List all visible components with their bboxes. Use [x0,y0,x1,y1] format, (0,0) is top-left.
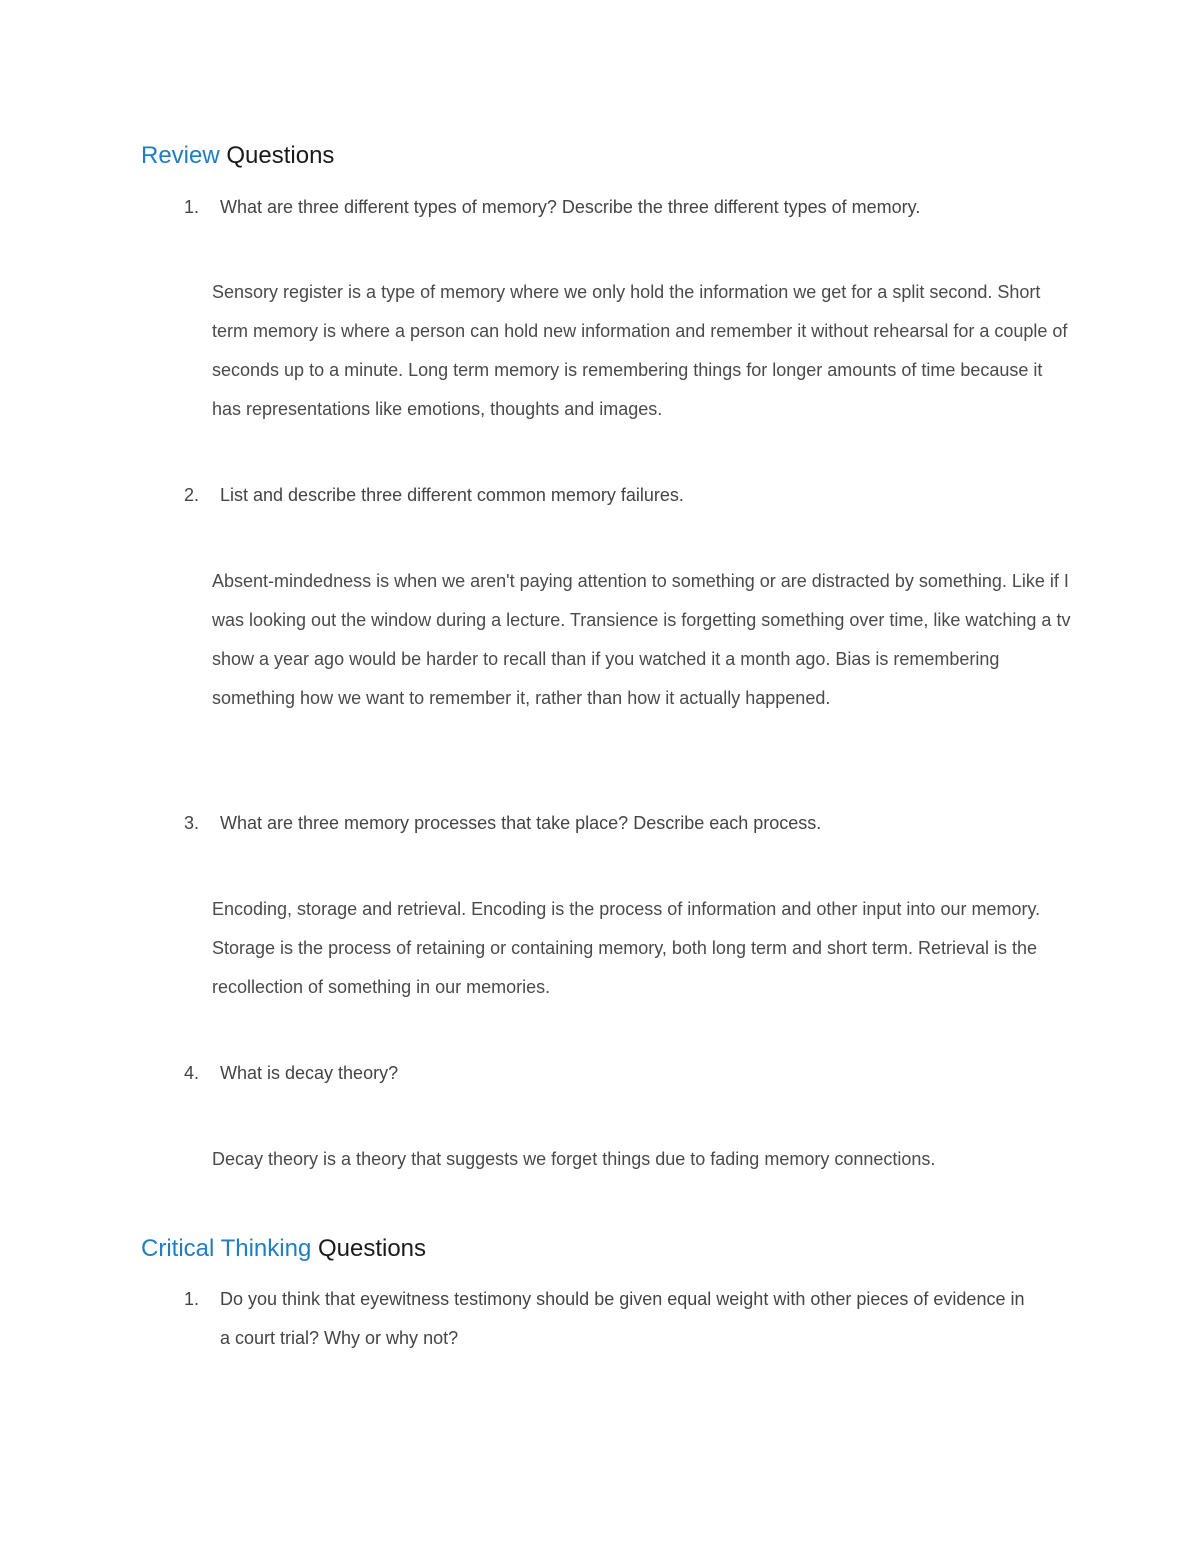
review-question-2 [184,476,1064,515]
review-question-4 [184,1054,1064,1093]
review-answer-2: Absent-mindedness is when we aren't paying attention to something or are distracted by something. Like if I was looking out the window during a lecture. Transience is forgetting something over time, like watching a tv show a year ago would be harder to recall than if you watched it a month ago. Bias is remembering something how we want to remember it, rather than how it actually happened. [212,571,1071,708]
question-number: 2. [184,485,200,505]
review-question-1 [184,188,1064,227]
question-number: 1. [184,197,200,217]
review-answer-3: Encoding, storage and retrieval. Encoding is the process of information and other input into our memory. Storage is the process of retaining or containing memory, both long term and short term. Retrieval is the recollection of something in our memories. [212,899,1041,997]
critical-thinking-heading [141,1234,426,1264]
heading-accent: Critical Thinking [141,1235,312,1262]
review-question-3 [184,804,1064,843]
question-text: What are three different types of memory? Describe the three different types of memory. [220,197,921,217]
heading-rest: Questions [219,142,335,169]
question-number: 1. [184,1289,200,1309]
question-text: List and describe three different common memory failures. [220,485,684,505]
heading-accent: Review [141,142,220,169]
question-number: 3. [184,813,200,833]
question-text: What is decay theory? [220,1063,399,1083]
question-text: Do you think that eyewitness testimony should be given equal weight with other pieces of evidence in a court trial? Why or why not? [220,1289,1025,1348]
heading-rest: Questions [311,1235,427,1262]
review-answer-4: Decay theory is a theory that suggests we forget things due to fading memory connections. [212,1149,936,1169]
review-questions-heading [141,141,334,171]
review-answer-1: Sensory register is a type of memory where we only hold the information we get for a split second. Short term memory is where a person can hold new information and remember it without rehearsal for a couple of seconds up to a minute. Long term memory is remembering things for longer amounts of time because it has representations like emotions, thoughts and images. [212,282,1068,419]
question-text: What are three memory processes that take place? Describe each process. [220,813,822,833]
question-number: 4. [184,1063,200,1083]
critical-question-1 [184,1280,1034,1358]
